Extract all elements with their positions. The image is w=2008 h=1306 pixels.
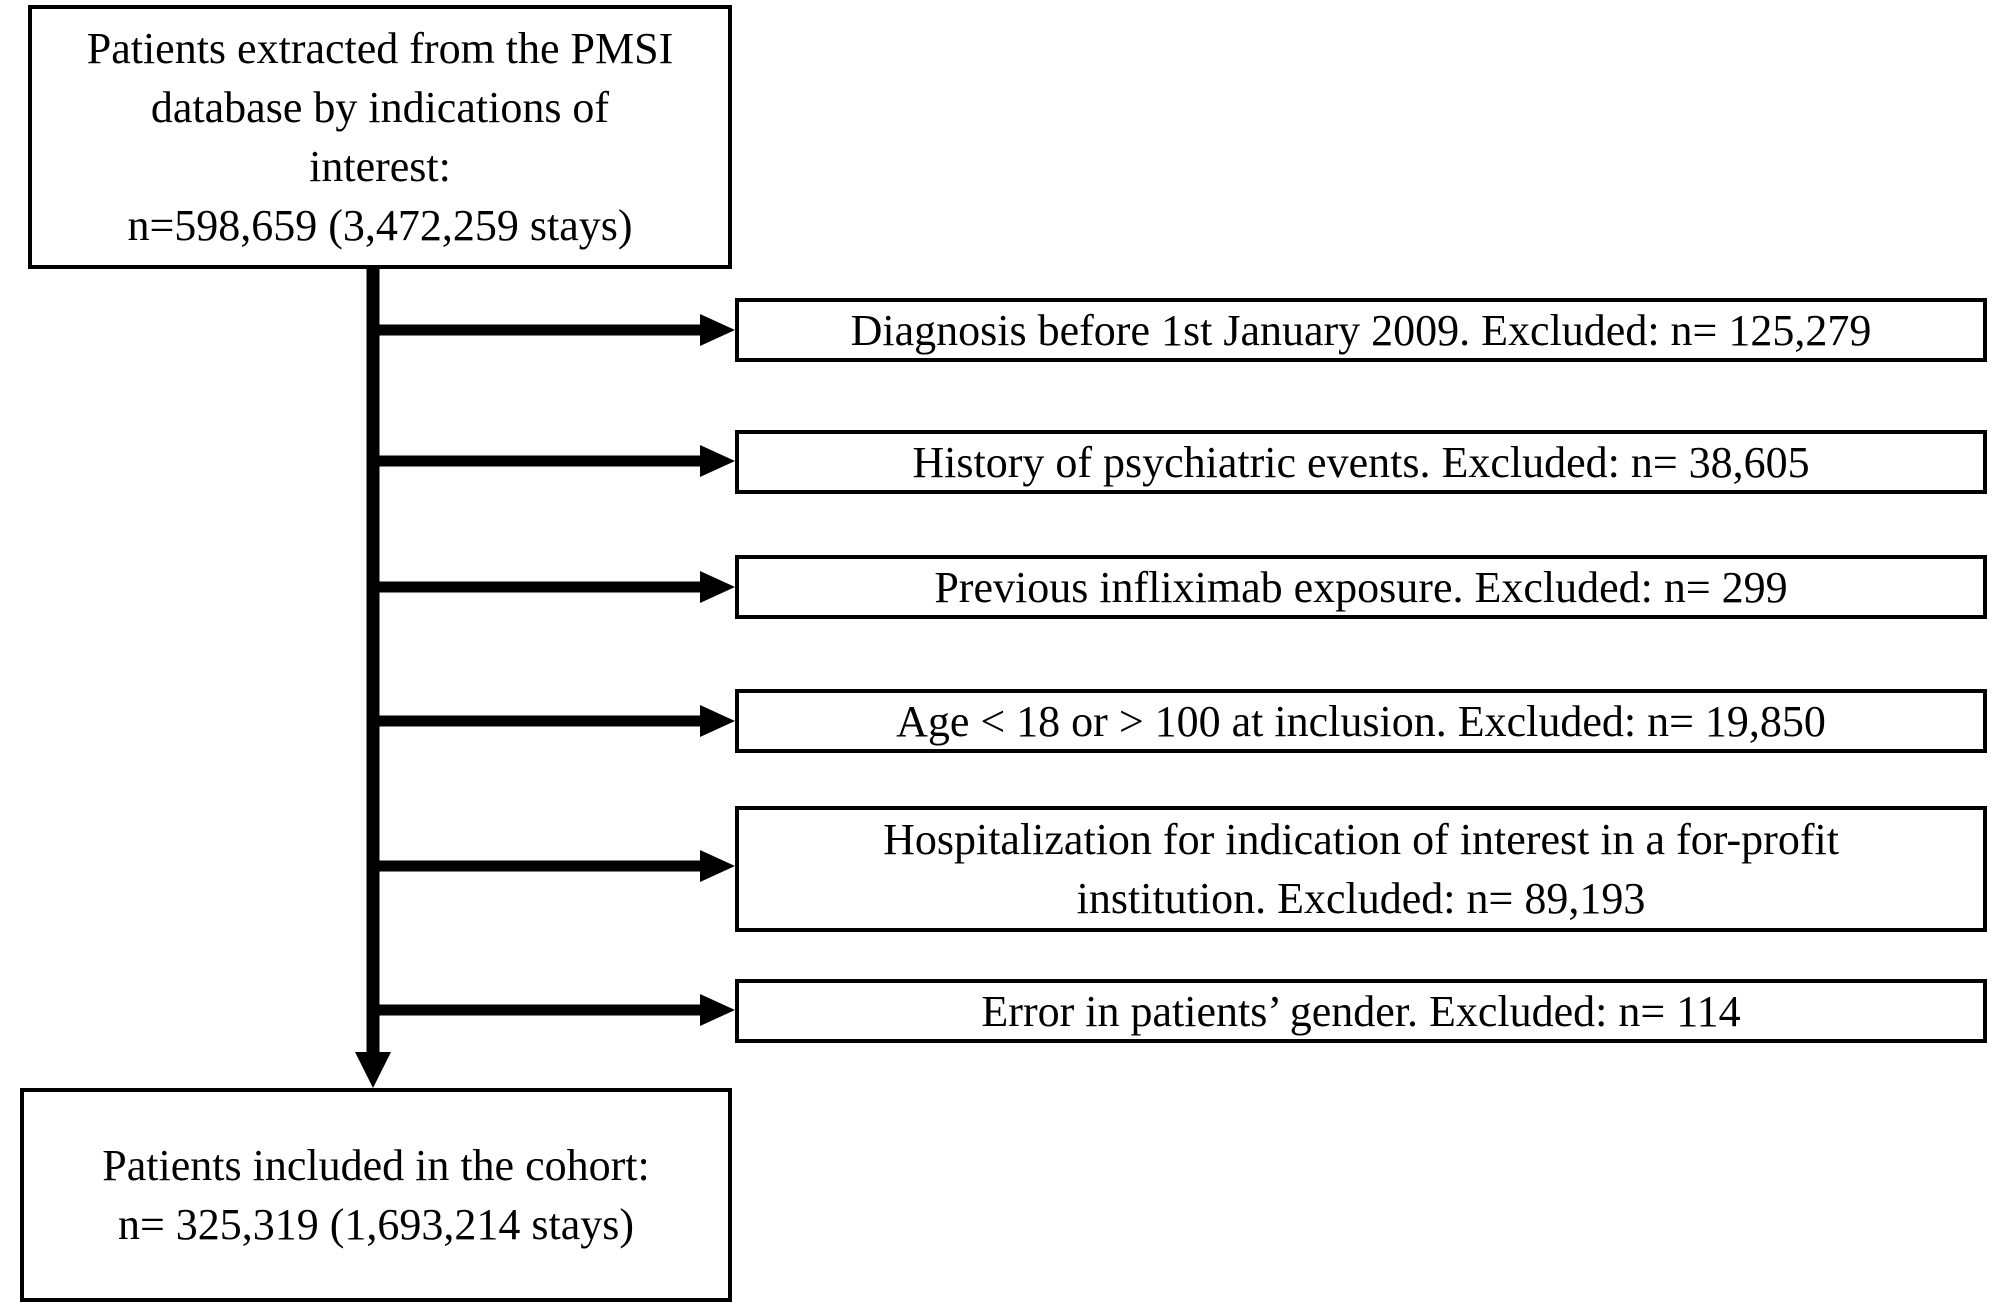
exclusion-text: Previous infliximab exposure. Excluded: n= 299: [934, 562, 1788, 612]
source-population-box: [28, 5, 732, 269]
exclusion-text: Diagnosis before 1st January 2009. Excluded: n= 125,279: [850, 305, 1872, 355]
exclusion-box-diagnosis-date: [735, 298, 1987, 362]
exclusion-arrow-2: [373, 571, 735, 603]
exclusion-arrow-1: [373, 445, 735, 477]
exclusion-arrow-5: [373, 994, 735, 1026]
exclusion-text: History of psychiatric events. Excluded: n= 38,605: [912, 437, 1810, 487]
exclusion-text-line-1: Hospitalization for indication of interest in a for-profit: [883, 815, 1839, 864]
exclusion-arrow-0: [373, 314, 735, 346]
exclusion-box-psychiatric-history: [735, 430, 1987, 494]
exclusion-box-age: [735, 689, 1987, 753]
result-line-1: Patients included in the cohort:: [102, 1141, 650, 1190]
exclusion-text-line-2: institution. Excluded: n= 89,193: [1076, 874, 1646, 923]
source-line-3: interest:: [309, 142, 451, 191]
exclusion-arrow-4: [373, 850, 735, 882]
main-flow-arrowhead: [355, 1052, 391, 1088]
exclusion-text: Age < 18 or > 100 at inclusion. Excluded: n= 19,850: [896, 696, 1826, 746]
exclusion-text: Error in patients’ gender. Excluded: n= 114: [981, 986, 1741, 1036]
included-cohort-box: [20, 1088, 732, 1302]
exclusion-box-infliximab-exposure: [735, 555, 1987, 619]
source-line-1: Patients extracted from the PMSI: [86, 24, 674, 73]
exclusion-box-gender-error: [735, 979, 1987, 1043]
source-line-4: n=598,659 (3,472,259 stays): [127, 201, 633, 250]
result-line-2: n= 325,319 (1,693,214 stays): [117, 1200, 635, 1249]
exclusion-box-for-profit-hospitalization: [735, 806, 1987, 932]
exclusion-arrow-3: [373, 705, 735, 737]
source-line-2: database by indications of: [150, 83, 610, 132]
